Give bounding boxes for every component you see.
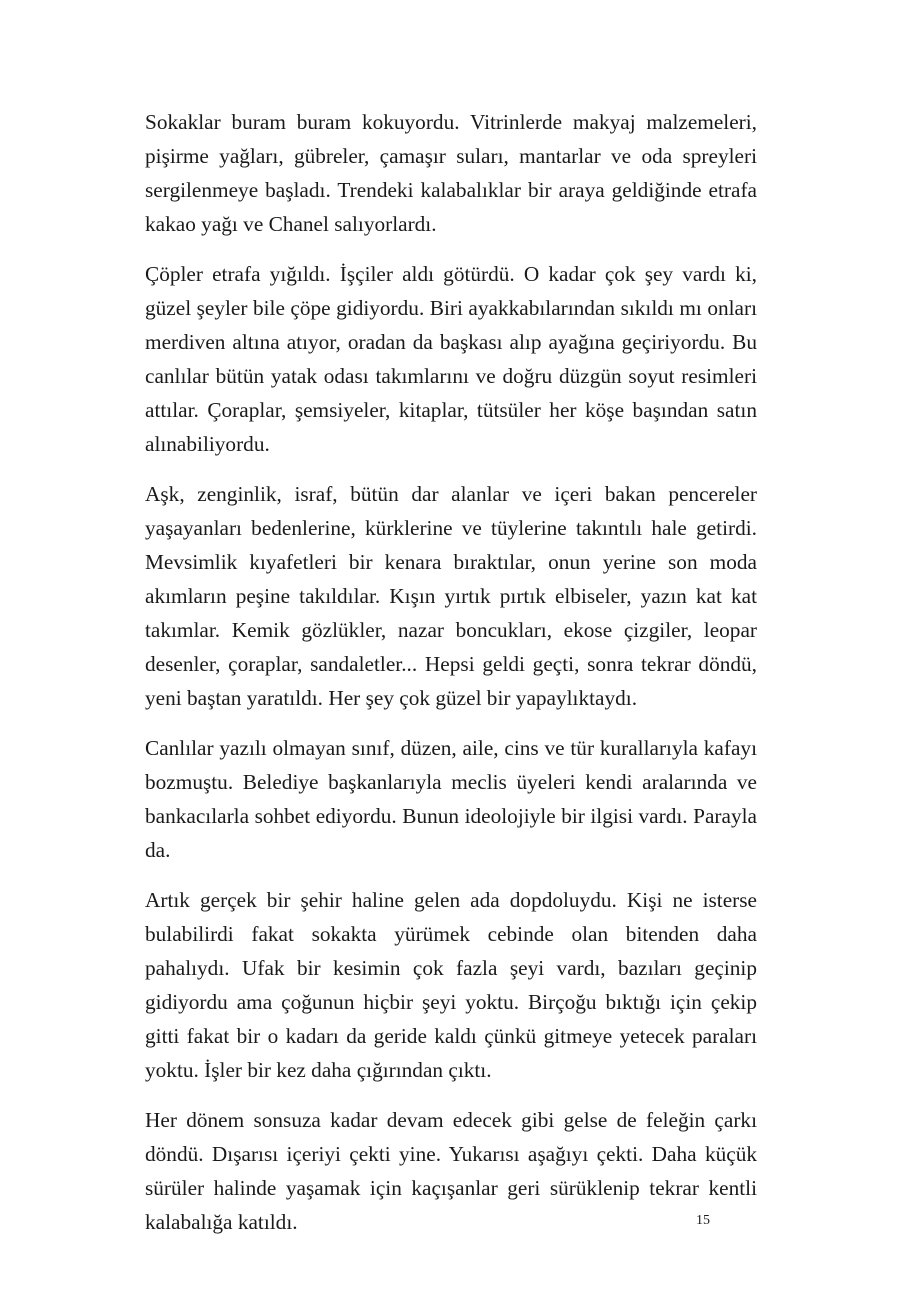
- paragraph-1: Sokaklar buram buram kokuyordu. Vitrinlerde makyaj malzemeleri, pişirme yağları, gübreler, çamaşır suları, mantarlar ve oda spreyleri sergilenmeye başladı. Trendeki kalabalıklar bir araya geldiğinde etrafa kakao yağı ve Chanel salıyorlardı.: [145, 110, 757, 236]
- paragraph-4: Canlılar yazılı olmayan sınıf, düzen, aile, cins ve tür kurallarıyla kafayı bozmuştu. Belediye başkanlarıyla meclis üyeleri kendi aralarında ve bankacılarla sohbet ediyordu. Bunun ideolojiyle bir ilgisi vardı. Parayla da.: [145, 736, 757, 862]
- page-number: 15: [696, 1213, 710, 1228]
- paragraph-3: Aşk, zenginlik, israf, bütün dar alanlar ve içeri bakan pencereler yaşayanları bedenlerine, kürklerine ve tüylerine takıntılı hale getirdi. Mevsimlik kıyafetleri bir kenara bıraktılar, onun yerine son moda akımların peşine takıldılar. Kışın yırtık pırtık elbiseler, yazın kat kat takımlar. Kemik gözlükler, nazar boncukları, ekose çizgiler, leopar desenler, çoraplar, sandaletler... Hepsi geldi geçti, sonra tekrar döndü, yeni baştan yaratıldı. Her şey çok güzel bir yapaylıktaydı.: [145, 482, 757, 710]
- paragraph-5: Artık gerçek bir şehir haline gelen ada dopdoluydu. Kişi ne isterse bulabilirdi fakat sokakta yürümek cebinde olan bitenden daha pahalıydı. Ufak bir kesimin çok fazla şeyi vardı, bazıları geçinip gidiyordu ama çoğunun hiçbir şeyi yoktu. Birçoğu bıktığı için çekip gitti fakat bir o kadarı da geride kaldı çünkü gitmeye yetecek paraları yoktu. İşler bir kez daha çığırından çıktı.: [145, 888, 757, 1082]
- paragraph-6: Her dönem sonsuza kadar devam edecek gibi gelse de feleğin çarkı döndü. Dışarısı içeriyi çekti yine. Yukarısı aşağıyı çekti. Daha küçük sürüler halinde yaşamak için kaçışanlar geri sürüklenip tekrar kentli kalabalığa katıldı.: [145, 1108, 757, 1234]
- paragraph-2: Çöpler etrafa yığıldı. İşçiler aldı götürdü. O kadar çok şey vardı ki, güzel şeyler bile çöpe gidiyordu. Biri ayakkabılarından sıkıldı mı onları merdiven altına atıyor, oradan da başkası alıp ayağına geçiriyordu. Bu canlılar bütün yatak odası takımlarını ve doğru düzgün soyut resimleri attılar. Çoraplar, şemsiyeler, kitaplar, tütsüler her köşe başından satın alınabiliyordu.: [145, 262, 757, 456]
- body-text: [145, 105, 757, 1255]
